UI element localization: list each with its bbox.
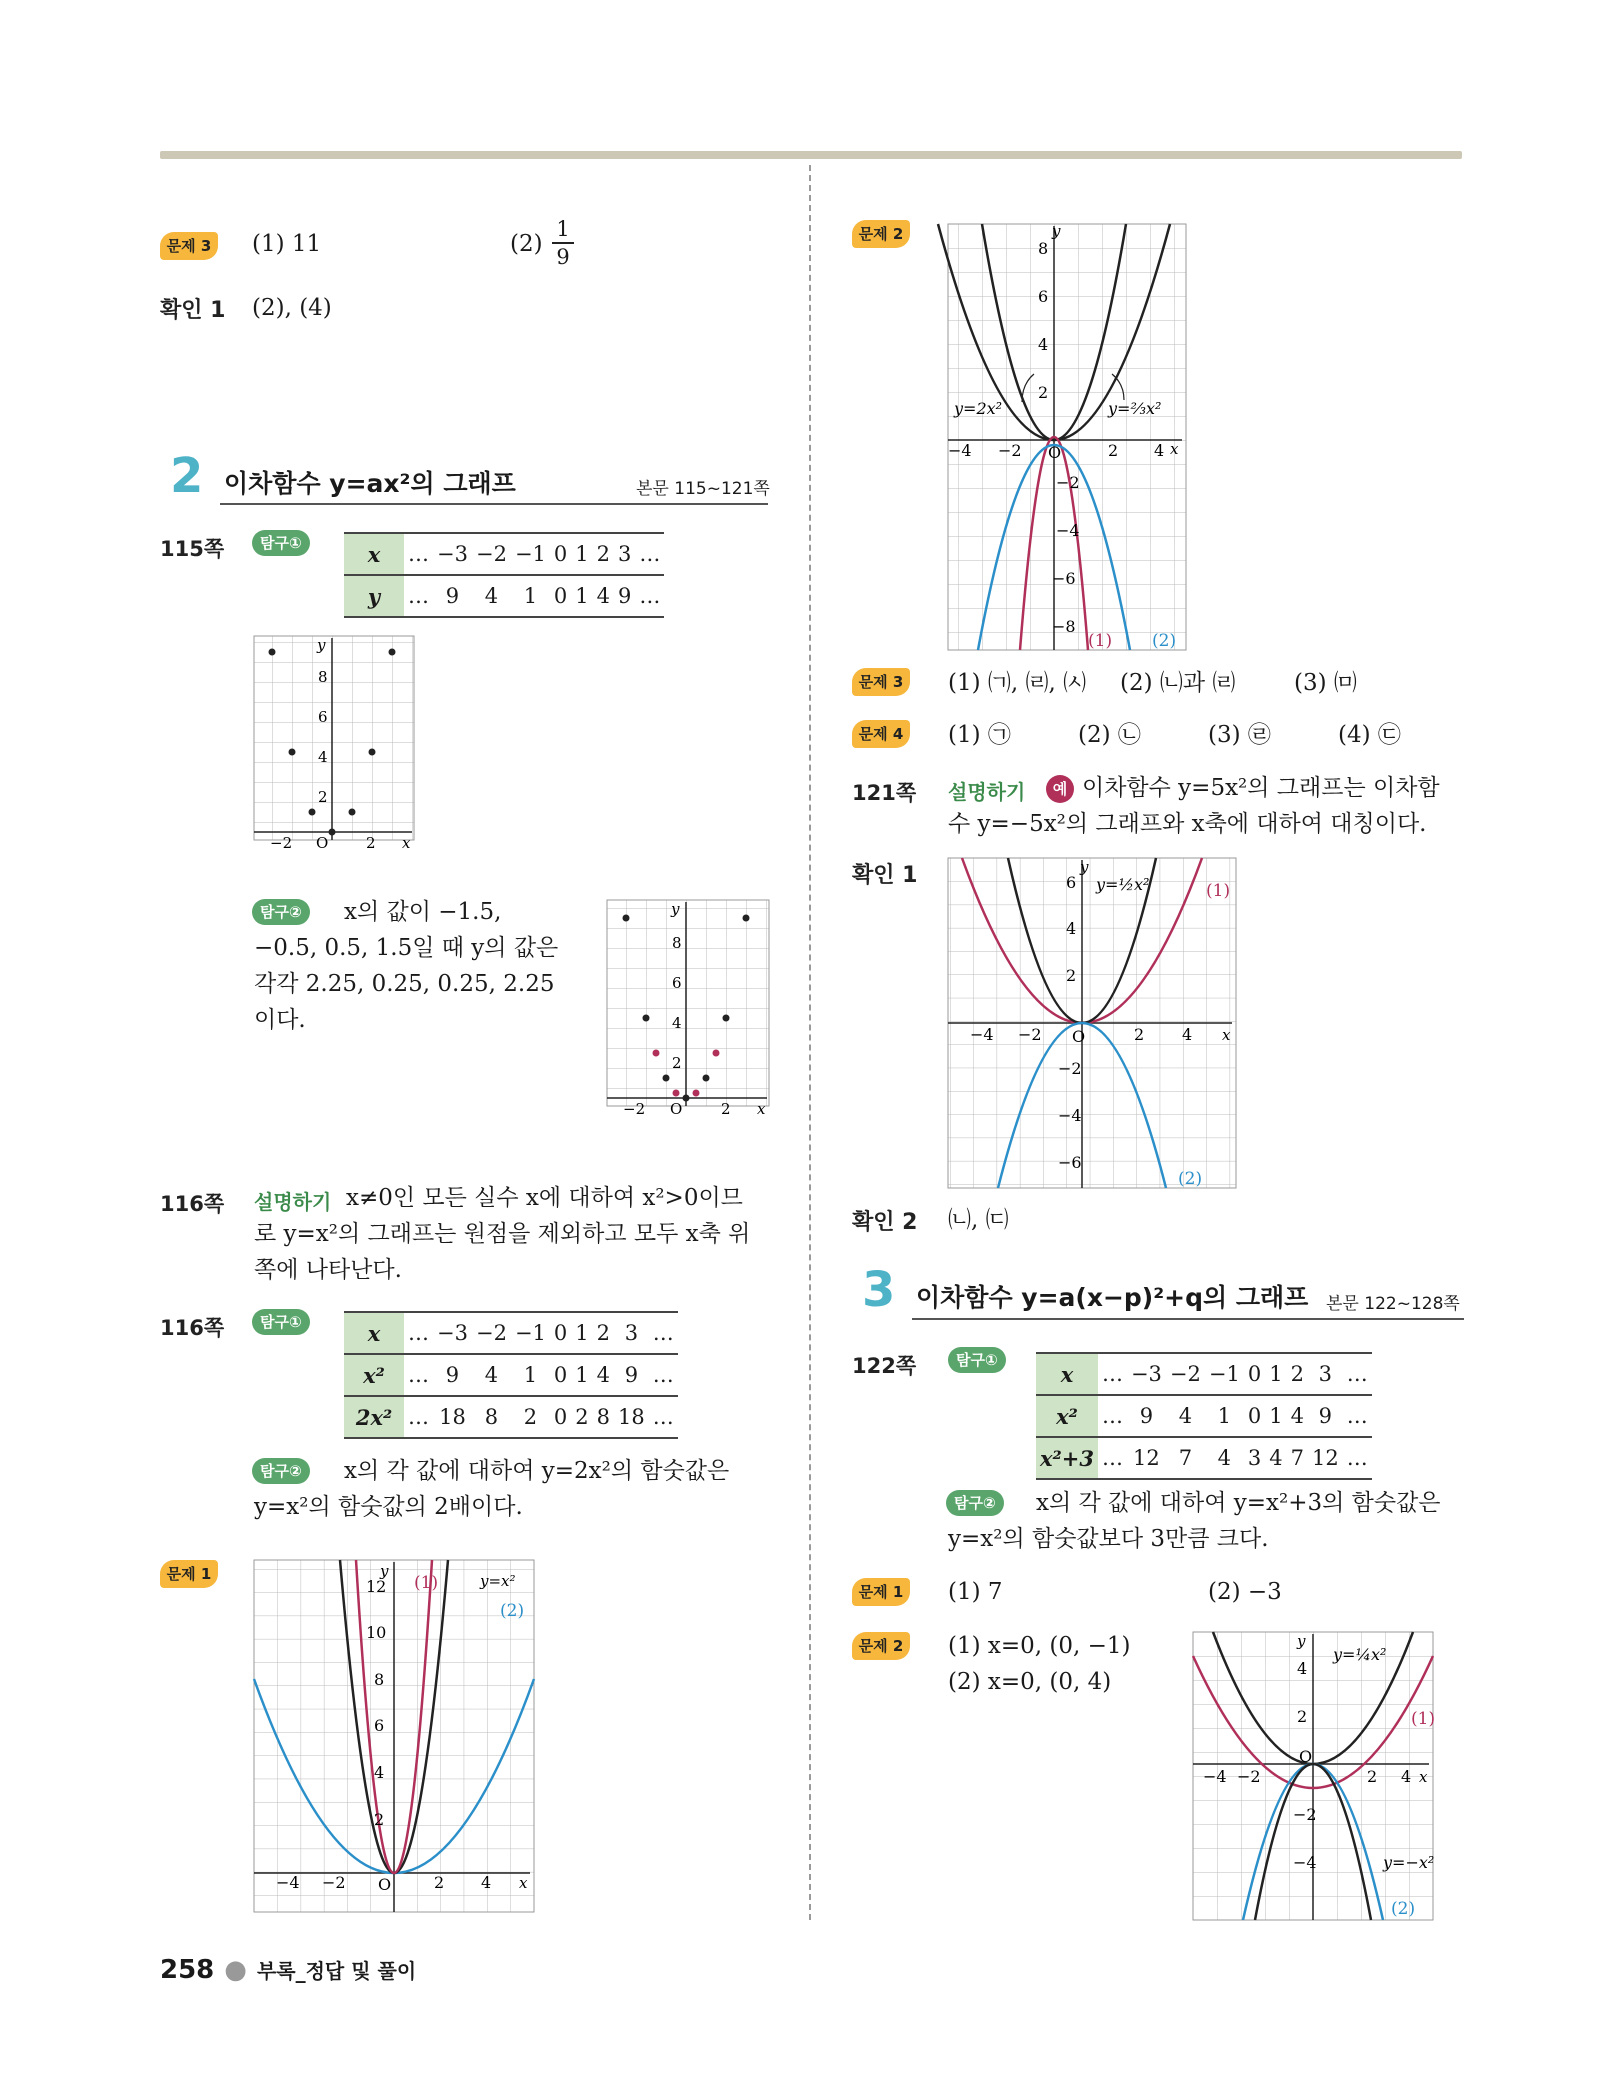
- svg-text:4: 4: [374, 1763, 385, 1782]
- problem-1-answer-2: (2) −3: [1208, 1579, 1282, 1605]
- table-cell: …: [635, 575, 664, 617]
- svg-text:6: 6: [318, 708, 328, 726]
- table-cell: 4: [1265, 1437, 1286, 1479]
- table-cell: 1: [511, 575, 550, 617]
- svg-text:(2): (2): [1178, 1169, 1203, 1189]
- table-cell: 4: [472, 1354, 511, 1396]
- svg-text:−6: −6: [1058, 1153, 1082, 1172]
- problem-1-answer-1: (1) 7: [948, 1579, 1003, 1605]
- table-cell: −1: [1205, 1353, 1244, 1395]
- svg-text:−4: −4: [1203, 1767, 1227, 1786]
- table-cell: 7: [1287, 1437, 1308, 1479]
- page-ref-116b: 116쪽: [160, 1316, 225, 1340]
- problem-2-tag: 문제 2: [852, 1632, 910, 1660]
- problem-3-answer-1: (1) 11: [252, 231, 322, 257]
- table-row: [344, 1396, 678, 1438]
- problem-2-answer-1: (1) x=0, (0, −1): [948, 1633, 1131, 1659]
- svg-text:−2: −2: [1058, 1059, 1082, 1078]
- table-cell: …: [404, 533, 433, 575]
- section-3-underline: [912, 1318, 1464, 1320]
- table-cell: 7: [1166, 1437, 1205, 1479]
- table-header: x: [1036, 1353, 1098, 1395]
- svg-text:8: 8: [1038, 239, 1049, 258]
- parabola-graph-problem-2b: [1193, 1632, 1436, 1920]
- table-cell: …: [404, 575, 433, 617]
- check-1-label: 확인 1: [852, 863, 918, 888]
- explain-line-2: 로 y=x²의 그래프는 원점을 제외하고 모두 x축 위: [254, 1221, 751, 1247]
- svg-text:O: O: [1299, 1747, 1313, 1766]
- table-header: 2x²: [344, 1396, 404, 1438]
- value-table-116: [344, 1311, 678, 1439]
- table-cell: 2: [1287, 1353, 1308, 1395]
- table-cell: 2: [593, 533, 614, 575]
- svg-text:−4: −4: [1058, 1106, 1082, 1125]
- svg-text:−4: −4: [948, 441, 972, 460]
- table-cell: 18: [614, 1396, 649, 1438]
- table-cell: 2: [571, 1396, 592, 1438]
- table-cell: 4: [1287, 1395, 1308, 1437]
- table-cell: 12: [1127, 1437, 1166, 1479]
- explain-tag: 설명하기: [254, 1190, 332, 1214]
- svg-text:(1): (1): [1088, 631, 1113, 651]
- table-cell: 2: [593, 1312, 614, 1354]
- page-ref-115: 115쪽: [160, 537, 225, 561]
- svg-text:O: O: [670, 1100, 683, 1118]
- problem-3-answer-3: (3) ㈄: [1294, 670, 1357, 696]
- table-cell: 0: [550, 1354, 571, 1396]
- bullet-icon: ●: [224, 1955, 247, 1985]
- svg-text:8: 8: [374, 1670, 385, 1689]
- problem-3-answer-1: (1) ㈀, ㈃, ㈆: [948, 670, 1087, 696]
- svg-text:−6: −6: [1052, 569, 1076, 588]
- section-2-ref: 본문 115~121쪽: [636, 479, 770, 499]
- problem-2-tag: 문제 2: [852, 220, 910, 248]
- svg-text:(1): (1): [1206, 881, 1231, 901]
- explore-1-tag: 탐구①: [948, 1347, 1006, 1373]
- fraction-numerator: 1: [552, 216, 574, 244]
- table-cell: 3: [1308, 1353, 1343, 1395]
- value-table-122: [1036, 1352, 1372, 1480]
- table-cell: …: [404, 1312, 433, 1354]
- table-cell: …: [404, 1354, 433, 1396]
- table-cell: 4: [593, 1354, 614, 1396]
- svg-text:(1): (1): [414, 1573, 439, 1593]
- check-1-answer: (2), (4): [252, 295, 332, 321]
- explore-2-tag: 탐구②: [252, 899, 310, 925]
- svg-text:−2: −2: [1056, 473, 1080, 492]
- page-ref-121: 121쪽: [852, 781, 917, 805]
- table-row: [344, 1312, 678, 1354]
- svg-text:−4: −4: [1293, 1853, 1317, 1872]
- table-row: [344, 575, 664, 617]
- svg-text:x: x: [757, 1100, 766, 1118]
- table-cell: 3: [614, 1312, 649, 1354]
- parabola-graph-problem-1: [254, 1560, 534, 1912]
- table-cell: 9: [614, 575, 635, 617]
- top-rule: [160, 151, 1462, 159]
- table-cell: 9: [433, 1354, 472, 1396]
- problem-4-tag: 문제 4: [852, 720, 910, 748]
- svg-text:−2: −2: [1293, 1805, 1317, 1824]
- svg-text:−2: −2: [1018, 1025, 1042, 1044]
- svg-text:6: 6: [374, 1716, 385, 1735]
- table-cell: …: [1343, 1437, 1372, 1479]
- svg-text:4: 4: [1038, 335, 1049, 354]
- svg-text:y=−x²: y=−x²: [1383, 1853, 1435, 1872]
- svg-text:(2): (2): [500, 1601, 525, 1621]
- svg-text:2: 2: [1297, 1707, 1308, 1726]
- column-divider: [809, 165, 811, 1920]
- svg-text:y: y: [1052, 222, 1061, 240]
- section-2-title: 이차함수 y=ax²의 그래프: [224, 469, 516, 498]
- explore-1-tag: 탐구①: [252, 530, 310, 556]
- check-1-label: 확인 1: [160, 298, 226, 323]
- table-cell: 0: [1244, 1353, 1265, 1395]
- table-cell: −3: [1127, 1353, 1166, 1395]
- table-cell: 1: [1205, 1395, 1244, 1437]
- explore-2-line-4: 이다.: [254, 1007, 306, 1033]
- parabola-graph-problem-2: [948, 224, 1186, 650]
- svg-text:x: x: [1222, 1026, 1231, 1044]
- table-cell: 9: [1308, 1395, 1343, 1437]
- svg-text:8: 8: [672, 934, 682, 952]
- fraction-denominator: 9: [556, 245, 570, 269]
- table-cell: …: [404, 1396, 433, 1438]
- table-cell: …: [1098, 1353, 1127, 1395]
- explore-2-line-3: 각각 2.25, 0.25, 0.25, 2.25: [254, 971, 555, 997]
- explore-2-line-2: y=x²의 함숫값보다 3만큼 크다.: [948, 1526, 1269, 1552]
- svg-text:4: 4: [481, 1873, 492, 1892]
- table-cell: 2: [511, 1396, 550, 1438]
- explain-line-3: 쪽에 나타난다.: [254, 1257, 402, 1283]
- table-header: x²: [344, 1354, 404, 1396]
- svg-text:O: O: [378, 1875, 392, 1894]
- svg-text:2: 2: [434, 1873, 445, 1892]
- table-cell: 12: [1308, 1437, 1343, 1479]
- svg-text:2: 2: [374, 1810, 385, 1829]
- svg-text:2: 2: [318, 788, 328, 806]
- problem-3-answer-2-label: (2): [510, 231, 543, 257]
- svg-text:y: y: [1297, 1632, 1306, 1650]
- section-2-underline: [220, 503, 768, 505]
- svg-text:y: y: [317, 636, 326, 654]
- svg-text:y: y: [671, 900, 680, 918]
- problem-4-answer-1: (1) ㉠: [948, 722, 1011, 748]
- value-table-115: [344, 532, 664, 618]
- explore-2-tag: 탐구②: [252, 1458, 310, 1484]
- svg-text:x: x: [402, 834, 411, 852]
- table-cell: −2: [472, 533, 511, 575]
- page-ref-116a: 116쪽: [160, 1192, 225, 1216]
- table-cell: …: [635, 533, 664, 575]
- svg-text:2: 2: [1108, 441, 1119, 460]
- table-cell: 8: [593, 1396, 614, 1438]
- problem-2-answer-2: (2) x=0, (0, 4): [948, 1669, 1112, 1695]
- svg-text:−4: −4: [276, 1873, 300, 1892]
- explain-line-2: 수 y=−5x²의 그래프와 x축에 대하여 대칭이다.: [948, 811, 1427, 837]
- table-header: x²+3: [1036, 1437, 1098, 1479]
- table-cell: …: [1343, 1353, 1372, 1395]
- table-cell: 1: [1265, 1353, 1286, 1395]
- table-cell: 1: [1265, 1395, 1286, 1437]
- svg-text:4: 4: [1182, 1025, 1193, 1044]
- svg-text:(1): (1): [1411, 1709, 1436, 1729]
- table-row: [344, 1354, 678, 1396]
- svg-text:10: 10: [366, 1623, 387, 1642]
- svg-text:y: y: [380, 1562, 389, 1580]
- svg-text:2: 2: [1134, 1025, 1145, 1044]
- table-cell: …: [1098, 1395, 1127, 1437]
- table-cell: 1: [571, 575, 592, 617]
- explore-2-line-1: x의 각 값에 대하여 y=x²+3의 함숫값은: [1036, 1490, 1441, 1516]
- table-cell: −2: [472, 1312, 511, 1354]
- svg-text:−2: −2: [1237, 1767, 1261, 1786]
- problem-4-answer-4: (4) ㉢: [1338, 722, 1401, 748]
- table-cell: 4: [1166, 1395, 1205, 1437]
- svg-text:4: 4: [1401, 1767, 1412, 1786]
- table-cell: …: [1098, 1437, 1127, 1479]
- section-3-number: 3: [862, 1262, 896, 1318]
- svg-text:y: y: [1080, 858, 1089, 876]
- svg-text:−2: −2: [270, 834, 293, 852]
- svg-text:x: x: [519, 1874, 528, 1892]
- page-ref-122: 122쪽: [852, 1354, 917, 1378]
- table-header: y: [344, 575, 404, 617]
- svg-text:x: x: [1170, 440, 1179, 458]
- table-row: [1036, 1395, 1372, 1437]
- svg-text:6: 6: [1038, 287, 1049, 306]
- explore-2-tag: 탐구②: [946, 1490, 1004, 1516]
- section-2-number: 2: [170, 448, 204, 504]
- table-cell: 9: [1127, 1395, 1166, 1437]
- table-cell: …: [649, 1312, 678, 1354]
- table-cell: …: [1343, 1395, 1372, 1437]
- svg-text:2: 2: [366, 834, 376, 852]
- check-2-label: 확인 2: [852, 1210, 918, 1235]
- table-cell: 0: [1244, 1395, 1265, 1437]
- svg-text:4: 4: [318, 748, 328, 766]
- svg-text:6: 6: [672, 974, 682, 992]
- table-header: x: [344, 533, 404, 575]
- section-3-title: 이차함수 y=a(x−p)²+q의 그래프: [916, 1283, 1309, 1312]
- footer-title: 부록_정답 및 풀이: [256, 1959, 417, 1983]
- section-3-ref: 본문 122~128쪽: [1326, 1294, 1460, 1314]
- explore-2-line-1: x의 각 값에 대하여 y=2x²의 함숫값은: [344, 1458, 730, 1484]
- table-cell: 4: [593, 575, 614, 617]
- table-cell: …: [649, 1354, 678, 1396]
- svg-text:(2): (2): [1391, 1899, 1416, 1919]
- svg-text:6: 6: [1066, 873, 1077, 892]
- table-cell: 0: [550, 1312, 571, 1354]
- explore-1-tag: 탐구①: [252, 1309, 310, 1335]
- check-2-answer: ㈁, ㈂: [948, 1207, 1009, 1233]
- table-header: x: [344, 1312, 404, 1354]
- svg-text:y=¼x²: y=¼x²: [1333, 1645, 1387, 1664]
- svg-text:4: 4: [1066, 919, 1077, 938]
- svg-text:y=⅔x²: y=⅔x²: [1108, 399, 1162, 418]
- svg-text:y=2x²: y=2x²: [954, 399, 1003, 418]
- parabola-graph-check-1: [948, 858, 1236, 1188]
- table-cell: 1: [571, 1312, 592, 1354]
- svg-text:O: O: [316, 834, 329, 852]
- svg-text:x: x: [1419, 1768, 1428, 1786]
- table-cell: 3: [614, 533, 635, 575]
- svg-text:2: 2: [1367, 1767, 1378, 1786]
- point-plot-115: [254, 636, 414, 852]
- svg-text:O: O: [1048, 443, 1062, 462]
- table-cell: 0: [550, 533, 571, 575]
- svg-text:12: 12: [366, 1577, 387, 1596]
- svg-text:(2): (2): [1152, 631, 1177, 651]
- explore-2-line-1: x의 값이 −1.5,: [344, 899, 502, 925]
- svg-text:−2: −2: [322, 1873, 346, 1892]
- explain-line-1: 이차함수 y=5x²의 그래프는 이차함: [1082, 775, 1440, 801]
- problem-1-tag: 문제 1: [852, 1578, 910, 1606]
- svg-text:4: 4: [1154, 441, 1165, 460]
- table-row: [344, 533, 664, 575]
- table-header: x²: [1036, 1395, 1098, 1437]
- table-cell: …: [649, 1396, 678, 1438]
- table-cell: −1: [511, 533, 550, 575]
- svg-text:y=½x²: y=½x²: [1096, 875, 1150, 894]
- svg-text:4: 4: [672, 1014, 682, 1032]
- table-cell: −1: [511, 1312, 550, 1354]
- svg-text:−8: −8: [1052, 617, 1076, 636]
- problem-3-tag: 문제 3: [160, 232, 218, 260]
- problem-3-answer-2: (2) ㈁과 ㈃: [1120, 670, 1236, 696]
- table-cell: −3: [433, 533, 472, 575]
- table-row: [1036, 1353, 1372, 1395]
- table-cell: 1: [571, 533, 592, 575]
- table-cell: 4: [472, 575, 511, 617]
- svg-text:−4: −4: [1056, 521, 1080, 540]
- table-cell: 4: [1205, 1437, 1244, 1479]
- table-cell: 1: [511, 1354, 550, 1396]
- table-cell: 1: [571, 1354, 592, 1396]
- svg-text:2: 2: [672, 1054, 682, 1072]
- svg-text:−2: −2: [998, 441, 1022, 460]
- table-cell: 0: [550, 575, 571, 617]
- table-cell: −2: [1166, 1353, 1205, 1395]
- problem-1-tag: 문제 1: [160, 1560, 218, 1588]
- explain-tag: 설명하기: [948, 780, 1026, 804]
- table-cell: 9: [614, 1354, 649, 1396]
- explain-line-1: x≠0인 모든 실수 x에 대하여 x²>0이므: [346, 1185, 743, 1211]
- svg-text:−4: −4: [970, 1025, 994, 1044]
- fraction: [552, 216, 574, 270]
- svg-text:2: 2: [1038, 383, 1049, 402]
- table-cell: 18: [433, 1396, 472, 1438]
- explore-2-line-2: y=x²의 함숫값의 2배이다.: [254, 1494, 523, 1520]
- svg-text:2: 2: [1066, 966, 1077, 985]
- table-cell: 9: [433, 575, 472, 617]
- svg-text:−2: −2: [623, 1100, 646, 1118]
- problem-3-tag: 문제 3: [852, 668, 910, 696]
- page-number: 258: [160, 1955, 215, 1985]
- page-footer: [160, 1955, 416, 1985]
- svg-text:2: 2: [721, 1100, 731, 1118]
- table-row: [1036, 1437, 1372, 1479]
- table-cell: −3: [433, 1312, 472, 1354]
- example-badge: 예: [1046, 775, 1074, 803]
- table-cell: 0: [550, 1396, 571, 1438]
- svg-text:8: 8: [318, 668, 328, 686]
- svg-text:y=x²: y=x²: [480, 1572, 516, 1590]
- point-plot-115-refined: [607, 900, 769, 1118]
- explore-2-line-2: −0.5, 0.5, 1.5일 때 y의 값은: [254, 935, 559, 961]
- svg-text:O: O: [1072, 1027, 1086, 1046]
- table-cell: 3: [1244, 1437, 1265, 1479]
- problem-4-answer-3: (3) ㉣: [1208, 722, 1271, 748]
- svg-text:4: 4: [1297, 1659, 1308, 1678]
- problem-4-answer-2: (2) ㉡: [1078, 722, 1141, 748]
- table-cell: 8: [472, 1396, 511, 1438]
